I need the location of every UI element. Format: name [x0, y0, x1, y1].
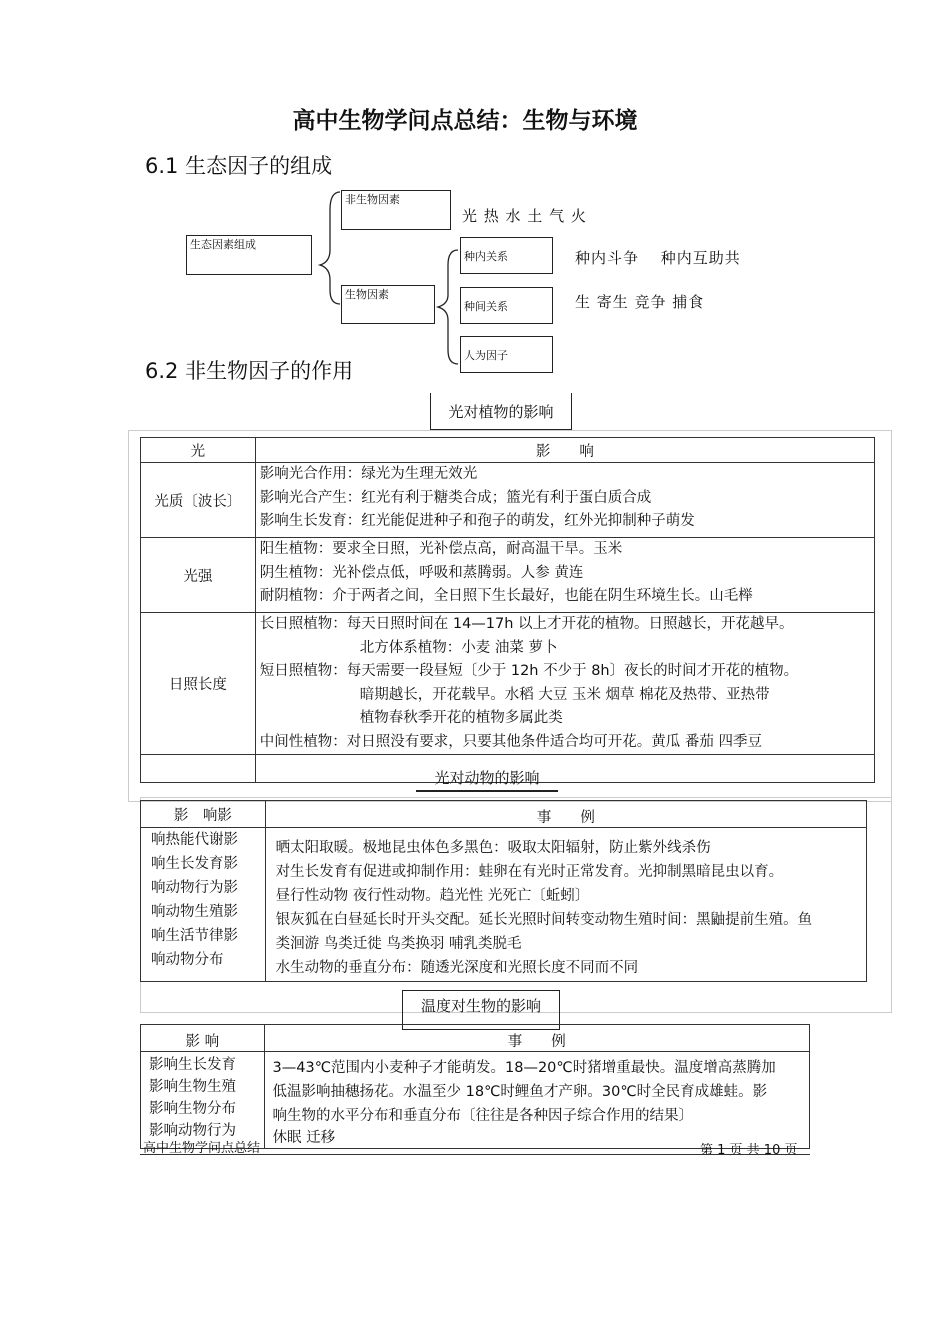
table1-head-effect: 影 响 — [255, 438, 874, 463]
table1-line: 植物春秋季开花的植物多属此类 — [359, 710, 563, 726]
table3-line: 低温影响抽穗扬花。水温至少 18℃时鲤鱼才产卵。30℃时全民育成雄蛙。影 — [272, 1084, 768, 1100]
table1-line: 中间性植物：对日照没有要求，只要其他条件适合均可开花。黄瓜 番茄 四季豆 — [259, 733, 762, 750]
footer-page-number: 第 1 页 共 10 页 — [700, 1143, 798, 1158]
table1-line: 暗期越长，开花载早。水稻 大豆 玉米 烟草 棉花及热带、亚热带 — [359, 686, 770, 703]
table1-line: 长日照植物：每天日照时间在 14—17h 以上才开花的植物。日照越长，开花越早。 — [259, 616, 794, 632]
table-row — [141, 463, 875, 538]
table2-left: 响动物分布 — [151, 952, 224, 968]
table1-line: 阳生植物：要求全日照，光补偿点高，耐高温干旱。玉米 — [259, 541, 623, 557]
table3-line: 休眠 迁移 — [272, 1130, 336, 1146]
light-plant-table — [140, 437, 875, 783]
table-row — [141, 538, 875, 613]
table1-line: 阴生植物：光补偿点低，呼吸和蒸腾弱。人参 黄连 — [259, 564, 584, 581]
table1-line: 北方体系植物：小麦 油菜 萝卜 — [359, 639, 558, 656]
table1-factor: 光强 — [141, 538, 256, 613]
section-heading-1: 6.1 生态因子的组成 — [145, 154, 333, 178]
table1-line: 影响光合产生：红光有利于糖类合成；篮光有利于蛋白质合成 — [259, 489, 652, 506]
table3-caption: 温度对生物的影响 — [402, 990, 560, 1030]
table2-left: 响生长发育影 — [151, 856, 238, 872]
table1-factor: 光质〔波长〕 — [141, 463, 256, 538]
intra-items: 种内斗争 种内互助共 — [575, 249, 741, 267]
table2-line: 对生长发育有促进或抑制作用：蛙卵在有光时正常发育。光抑制黑暗昆虫以育。 — [275, 864, 784, 880]
footer-rule — [140, 1154, 810, 1155]
table-row — [141, 828, 867, 982]
table2-line: 晒太阳取暖。极地昆虫体色多黑色：吸取太阳辐射，防止紫外线杀伤 — [275, 840, 711, 856]
table2-left: 响动物生殖影 — [151, 904, 238, 920]
diagram-braces — [300, 180, 480, 380]
table-row — [141, 613, 875, 755]
temperature-table — [140, 1024, 810, 1149]
diagram-intra-box: 种内关系 — [460, 237, 553, 274]
footer-left: 高中生物学问点总结 — [143, 1141, 261, 1156]
table1-line: 耐阴植物：介于两者之间，全日照下生长最好，也能在阴生环境生长。山毛榉 — [259, 588, 753, 604]
section-heading-2: 6.2 非生物因子的作用 — [145, 359, 354, 383]
table2-head-effect: 影 响影 — [141, 801, 266, 828]
table2-line: 银灰狐在白昼延长时开头交配。延长光照时间转变动物生殖时间：黑鼬提前生殖。鱼 — [275, 912, 813, 928]
table3-left: 影响生物分布 — [149, 1101, 236, 1117]
table3-head-effect: 影 响 — [141, 1025, 265, 1052]
table2-head-example: 事 例 — [265, 801, 866, 828]
abiotic-items: 光 热 水 土 气 火 — [462, 207, 587, 225]
diagram-human-box: 人为因子 — [460, 336, 553, 373]
table1-line: 短日照植物：每天需要一段昼短〔少于 12h 不少于 8h〕夜长的时间才开花的植物。 — [259, 663, 799, 679]
table3-line: 响生物的水平分布和垂直分布〔往往是各种因子综合作用的结果〕 — [272, 1108, 694, 1124]
table1-line: 影响生长发育：红光能促进种子和孢子的萌发，红外光抑制种子萌发 — [259, 513, 695, 529]
diagram-inter-box: 种间关系 — [460, 287, 553, 324]
table1-head-factor: 光 — [141, 438, 256, 463]
diagram-biotic-box: 生物因素 — [341, 285, 435, 324]
table1-caption: 光对植物的影响 — [430, 393, 572, 431]
table1-factor: 日照长度 — [141, 613, 256, 755]
table3-left: 影响生长发育 — [149, 1057, 236, 1073]
table3-left: 影响动物行为 — [149, 1123, 236, 1139]
inter-items: 生 寄生 竞争 捕食 — [575, 293, 705, 311]
table2-line: 水生动物的垂直分布：随透光深度和光照长度不同而不同 — [275, 960, 639, 976]
page-title: 高中生物学问点总结：生物与环境 — [292, 108, 638, 134]
diagram-abiotic-box: 非生物因素 — [341, 190, 451, 230]
table3-line: 3—43℃范围内小麦种子才能萌发。18—20℃时猪增重最快。温度增高蒸腾加 — [272, 1060, 776, 1076]
diagram-root-box: 生态因素组成 — [186, 235, 312, 275]
table1-line: 影响光合作用：绿光为生理无效光 — [259, 466, 478, 482]
table2-left: 响热能代谢影 — [151, 832, 238, 848]
table2-line: 类洄游 鸟类迁徙 鸟类换羽 哺乳类脱毛 — [275, 936, 522, 952]
light-animal-table — [140, 800, 867, 982]
table2-left: 响生活节律影 — [151, 928, 238, 944]
table3-left: 影响生物生殖 — [149, 1079, 236, 1095]
table3-head-example: 事 例 — [264, 1025, 809, 1052]
table-row — [141, 1052, 810, 1149]
table2-line: 昼行性动物 夜行性动物。趋光性 光死亡〔蚯蚓〕 — [275, 888, 590, 904]
table2-left: 响动物行为影 — [151, 880, 238, 896]
table2-caption: 光对动物的影响 — [416, 766, 558, 792]
